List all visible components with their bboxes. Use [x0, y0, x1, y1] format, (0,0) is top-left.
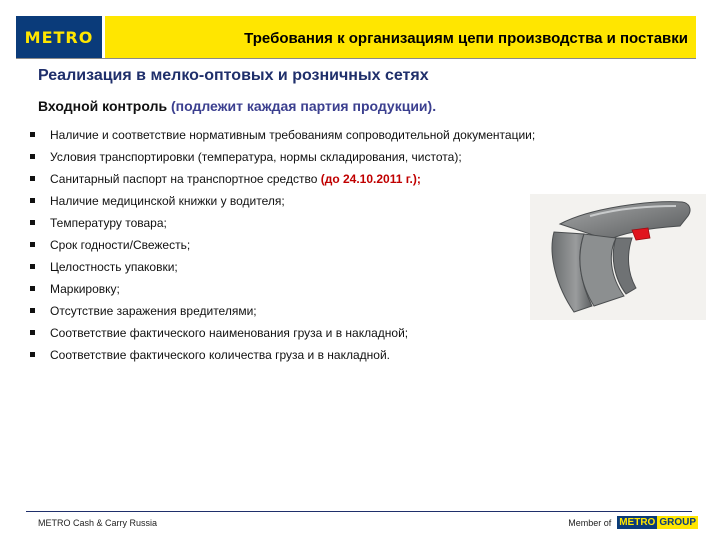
bullet-marker: [30, 154, 35, 159]
bullet-marker: [30, 330, 35, 335]
list-item-text: Маркировку;: [50, 282, 120, 296]
list-item: [28, 168, 648, 190]
page-subtitle: Реализация в мелко-оптовых и розничных сетях: [38, 67, 429, 84]
footer-divider: [26, 511, 692, 512]
list-item-text: Целостность упаковки;: [50, 260, 178, 274]
list-item-text: Условия транспортировки (температура, нормы складирования, чистота);: [50, 150, 462, 164]
bullet-marker: [30, 352, 35, 357]
list-item: [28, 146, 648, 168]
deadline-highlight: (до 24.10.2011 г.);: [320, 172, 421, 186]
section-heading-note: (подлежит каждая партия продукции).: [170, 98, 437, 114]
metro-group-logo-group: GROUP: [659, 517, 696, 528]
list-item-text: Соответствие фактического наименования груза и в накладной;: [50, 326, 409, 340]
footer-company: METRO Cash & Carry Russia: [38, 518, 158, 528]
list-item-text: Санитарный паспорт на транспортное средство: [50, 172, 321, 186]
list-item-text: Отсутствие заражения вредителями;: [50, 304, 257, 318]
list-item: [28, 124, 648, 146]
bullet-marker: [30, 176, 35, 181]
member-of-label: Member of: [568, 517, 612, 528]
metro-group-logo: [617, 516, 698, 529]
bullet-marker: [30, 132, 35, 137]
footer-member: [568, 516, 698, 529]
bullet-marker: [30, 308, 35, 313]
bullet-marker: [30, 242, 35, 247]
bullet-marker: [30, 198, 35, 203]
list-item: [28, 322, 648, 344]
list-item: [28, 344, 648, 366]
bullet-marker: [30, 264, 35, 269]
infrared-thermometer-photo: [530, 194, 706, 320]
section-heading-text: Входной контроль: [38, 98, 171, 114]
section-heading: [38, 98, 436, 114]
header-divider: [16, 58, 696, 59]
infrared-thermometer-icon: [530, 194, 706, 320]
metro-logo: [16, 16, 102, 58]
list-item-text: Соответствие фактического количества груза и в накладной.: [50, 348, 390, 362]
logo-divider: [102, 16, 105, 58]
page-title: Требования к организациям цепи производства и поставки: [244, 30, 688, 47]
metro-group-logo-metro: METRO: [619, 517, 656, 528]
metro-logo-text: METRO: [24, 27, 94, 47]
list-item-text: Наличие и соответствие нормативным требованиям сопроводительной документации;: [50, 128, 536, 142]
bullet-marker: [30, 220, 35, 225]
list-item-text: Температуру товара;: [50, 216, 167, 230]
list-item-text: Срок годности/Свежесть;: [50, 238, 191, 252]
list-item-text: Наличие медицинской книжки у водителя;: [50, 194, 285, 208]
bullet-marker: [30, 286, 35, 291]
